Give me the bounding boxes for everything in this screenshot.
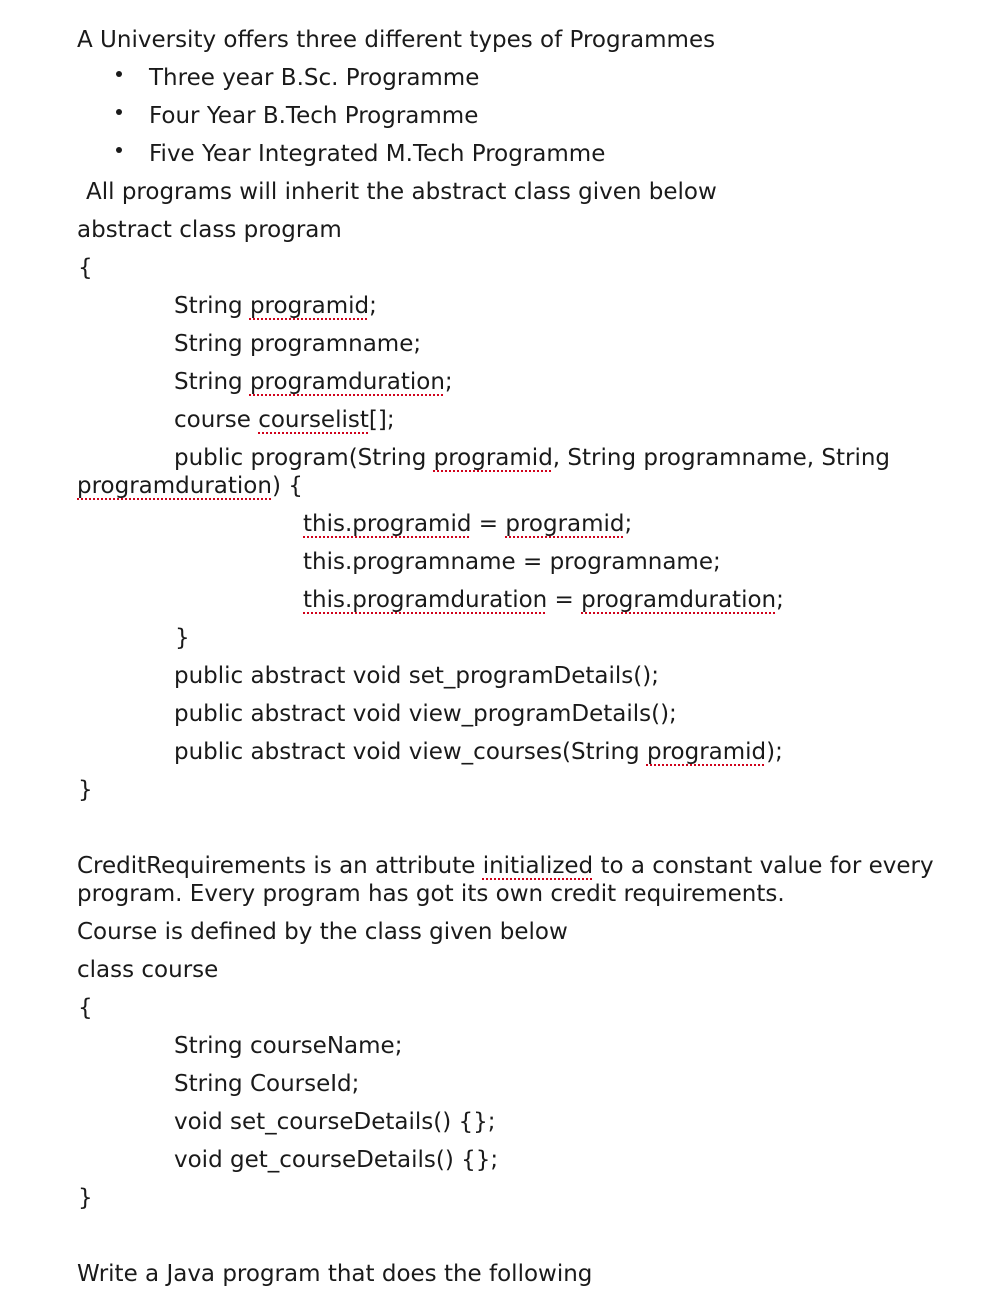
- field-programname: String programname;: [174, 331, 422, 357]
- task-text: Write a Java program that does the following: [77, 1261, 593, 1287]
- close-brace: }: [78, 1185, 93, 1211]
- method-declaration: public abstract void view_courses(String programid);: [174, 739, 783, 765]
- bullet-dot: [116, 109, 122, 115]
- course-method: void get_courseDetails() {};: [174, 1147, 499, 1173]
- programme-item: Four Year B.Tech Programme: [149, 103, 479, 129]
- credit-text: CreditRequirements is an attribute initialized to a constant value for every: [77, 853, 934, 879]
- programme-item: Three year B.Sc. Programme: [149, 65, 480, 91]
- open-brace: {: [78, 255, 93, 281]
- spellcheck-word: programduration: [249, 369, 445, 395]
- close-brace: }: [78, 777, 93, 803]
- program-class-header: abstract class program: [77, 217, 342, 243]
- course-class-header: class course: [77, 957, 219, 983]
- spellcheck-word: programid: [249, 293, 370, 319]
- constructor-signature: public program(String programid, String programname, String: [174, 445, 891, 471]
- ctor-body-line: this.programid = programid;: [303, 511, 633, 537]
- course-intro: Course is defined by the class given below: [77, 919, 568, 945]
- spellcheck-word: this.programid: [303, 511, 472, 537]
- ctor-close-brace: }: [175, 625, 190, 651]
- spellcheck-word: programid: [505, 511, 625, 537]
- programme-item: Five Year Integrated M.Tech Programme: [149, 141, 606, 167]
- spellcheck-word: programduration: [77, 473, 272, 499]
- bullet-dot: [116, 71, 122, 77]
- field-programduration: String programduration;: [174, 369, 453, 395]
- credit-text-cont: program. Every program has got its own credit requirements.: [77, 881, 785, 907]
- course-method: void set_courseDetails() {};: [174, 1109, 496, 1135]
- ctor-body-line: this.programduration = programduration;: [303, 587, 784, 613]
- spellcheck-word: programduration: [581, 587, 777, 613]
- intro-text: A University offers three different types of Programmes: [77, 27, 716, 53]
- method-declaration: public abstract void set_programDetails();: [174, 663, 659, 689]
- bullet-dot: [116, 147, 122, 153]
- spellcheck-word: programid: [433, 445, 553, 471]
- course-field: String CourseId;: [174, 1071, 360, 1097]
- field-courselist: course courselist[];: [174, 407, 395, 433]
- field-programid: String programid;: [174, 293, 377, 319]
- constructor-signature-cont: programduration) {: [77, 473, 303, 499]
- ctor-body-line: this.programname = programname;: [303, 549, 721, 575]
- method-declaration: public abstract void view_programDetails();: [174, 701, 677, 727]
- inherit-text: All programs will inherit the abstract class given below: [86, 179, 717, 205]
- course-field: String courseName;: [174, 1033, 403, 1059]
- spellcheck-word: courselist: [258, 407, 369, 433]
- open-brace: {: [78, 995, 93, 1021]
- spellcheck-word: programid: [646, 739, 767, 765]
- spellcheck-word: this.programduration: [303, 587, 548, 613]
- spellcheck-word: initialized: [482, 853, 594, 879]
